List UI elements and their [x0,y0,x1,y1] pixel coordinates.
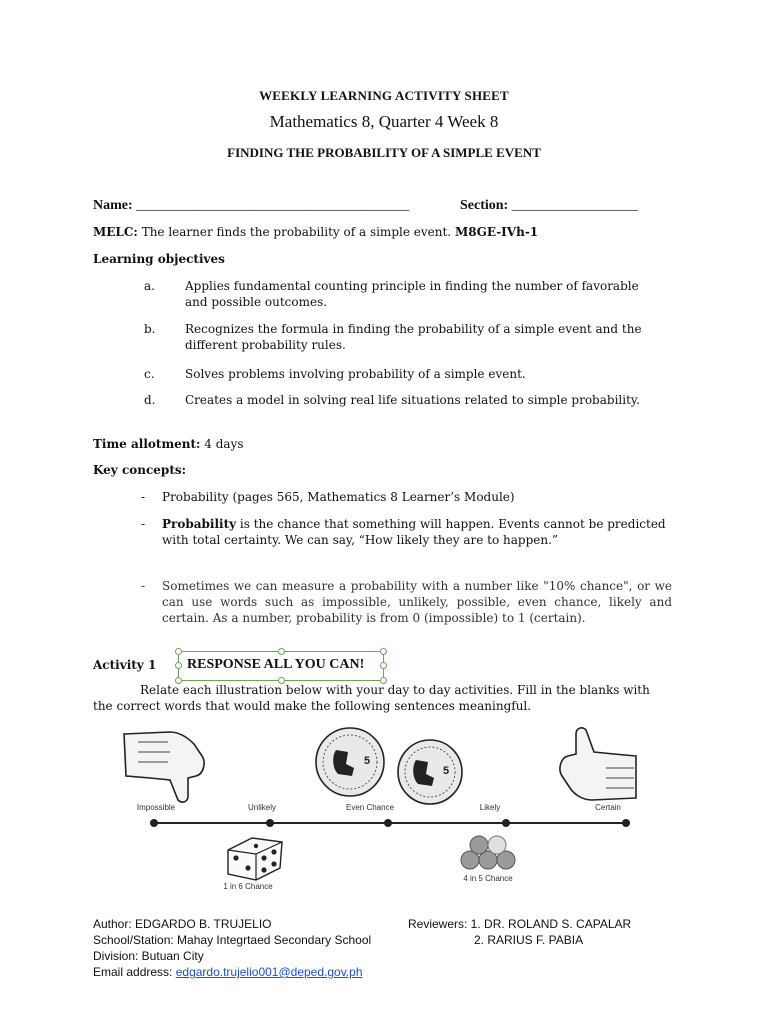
scale-label-impossible: Impossible [136,803,176,812]
objective-a [144,278,664,312]
email-label: Email address: [93,965,173,979]
scale-label-certain: Certain [595,803,621,812]
thumbs-down-icon [124,732,204,802]
bullet-dash: - [141,517,146,531]
objective-text: Creates a model in solving real life situations related to simple probability. [185,393,640,407]
scale-point [150,819,158,827]
coin-icon [398,740,462,804]
melc-code: M8GE-IVh-1 [454,225,539,239]
lesson-title: FINDING THE PROBABILITY OF A SIMPLE EVENT [227,145,541,160]
footer-author: Author: EDGARDO B. TRUJELIO [93,917,272,931]
bullet-dash: - [141,579,146,593]
name-label: Name: [93,198,133,213]
thumbs-up-icon [560,728,636,800]
box-handle [380,662,387,669]
box-handle [175,648,182,655]
time-allotment [93,436,244,452]
activity-title-box [178,651,384,681]
time-label: Time allotment: [93,437,201,451]
melc-line [93,224,693,240]
sheet-heading: WEEKLY LEARNING ACTIVITY SHEET [259,88,509,103]
scale-point [266,819,274,827]
bullet-bold-term: Probability [162,517,237,531]
objectives-heading: Learning objectives [93,252,225,266]
objective-letter: a. [144,279,155,293]
objective-b [144,321,664,355]
footer-reviewer-2: 2. RARIUS F. PABIA [474,933,584,947]
bullet-text: Sometimes we can measure a probability with a number like "10% chance", or we can use words such as impossible, unlikely, possible, even chance, likely and certain. As a number, probability is from 0 (impossible) to 1 (certain). [162,579,672,625]
footer-division: Division: Butuan City [93,949,204,963]
coin-value: 5 [364,755,371,767]
objective-letter: c. [144,367,155,381]
scale-point [622,819,630,827]
bullet-rest: is the chance that something will happen. Events cannot be predicted with total certainty. We can say, “How likely they are to happen.” [162,517,666,547]
section-blank: __________________ [511,198,638,213]
balls-caption: 4 in 5 Chance [463,874,513,883]
balls-icon [461,836,515,869]
concept-bullet-3 [141,578,681,644]
footer-reviewer-1: Reviewers: 1. DR. ROLAND S. CAPALAR [408,917,632,931]
scale-label-unlikely: Unlikely [247,803,277,812]
scale-point [502,819,510,827]
activity-instructions: Relate each illustration below with your day to day activities. Fill in the blanks with the correct words that would make the following sentences meaningful. [93,683,650,713]
objective-text: Applies fundamental counting principle in finding the number of favorable and possible outcomes. [185,279,639,309]
objective-d [144,392,664,426]
objective-c [144,366,664,384]
objective-text: Solves problems involving probability of a simple event. [185,367,526,381]
concept-bullet-2 [141,516,681,566]
key-concepts-heading: Key concepts: [93,463,187,477]
objective-text: Recognizes the formula in finding the probability of a simple event and the different probability rules. [185,322,642,352]
box-handle [380,648,387,655]
scale-label-likely: Likely [479,803,501,812]
bullet-text [162,516,672,548]
time-value: 4 days [204,437,244,451]
section-label: Section: [460,198,509,213]
objective-letter: d. [144,393,156,407]
activity-box-title: RESPONSE ALL YOU CAN! [187,657,365,672]
die-icon [228,838,282,880]
probability-scale-illustration [118,722,642,900]
scale-label-even-chance: Even Chance [345,803,395,812]
bullet-text: Probability (pages 565, Mathematics 8 Learner’s Module) [162,490,515,504]
name-blank: _______________________________________ [136,198,410,213]
coin-value: 5 [443,765,450,777]
box-handle [175,662,182,669]
bullet-dash: - [141,490,146,504]
subject-quarter-week: Mathematics 8, Quarter 4 Week 8 [269,112,499,131]
objective-letter: b. [144,322,156,336]
dice-caption: 1 in 6 Chance [223,882,273,891]
section-row [460,198,638,214]
footer-school: School/Station: Mahay Integrtaed Secondary School [93,933,372,947]
activity-label: Activity 1 [93,658,157,672]
coin-icon [316,728,384,796]
email-link[interactable]: edgardo.trujelio001@deped.gov.ph [175,965,363,979]
name-row [93,198,409,214]
concept-bullet-1 [141,489,681,507]
box-handle [278,648,285,655]
footer-email [93,964,363,980]
melc-label: MELC: [93,225,138,239]
scale-point [384,819,392,827]
melc-text: The learner finds the probability of a simple event. [141,225,452,239]
